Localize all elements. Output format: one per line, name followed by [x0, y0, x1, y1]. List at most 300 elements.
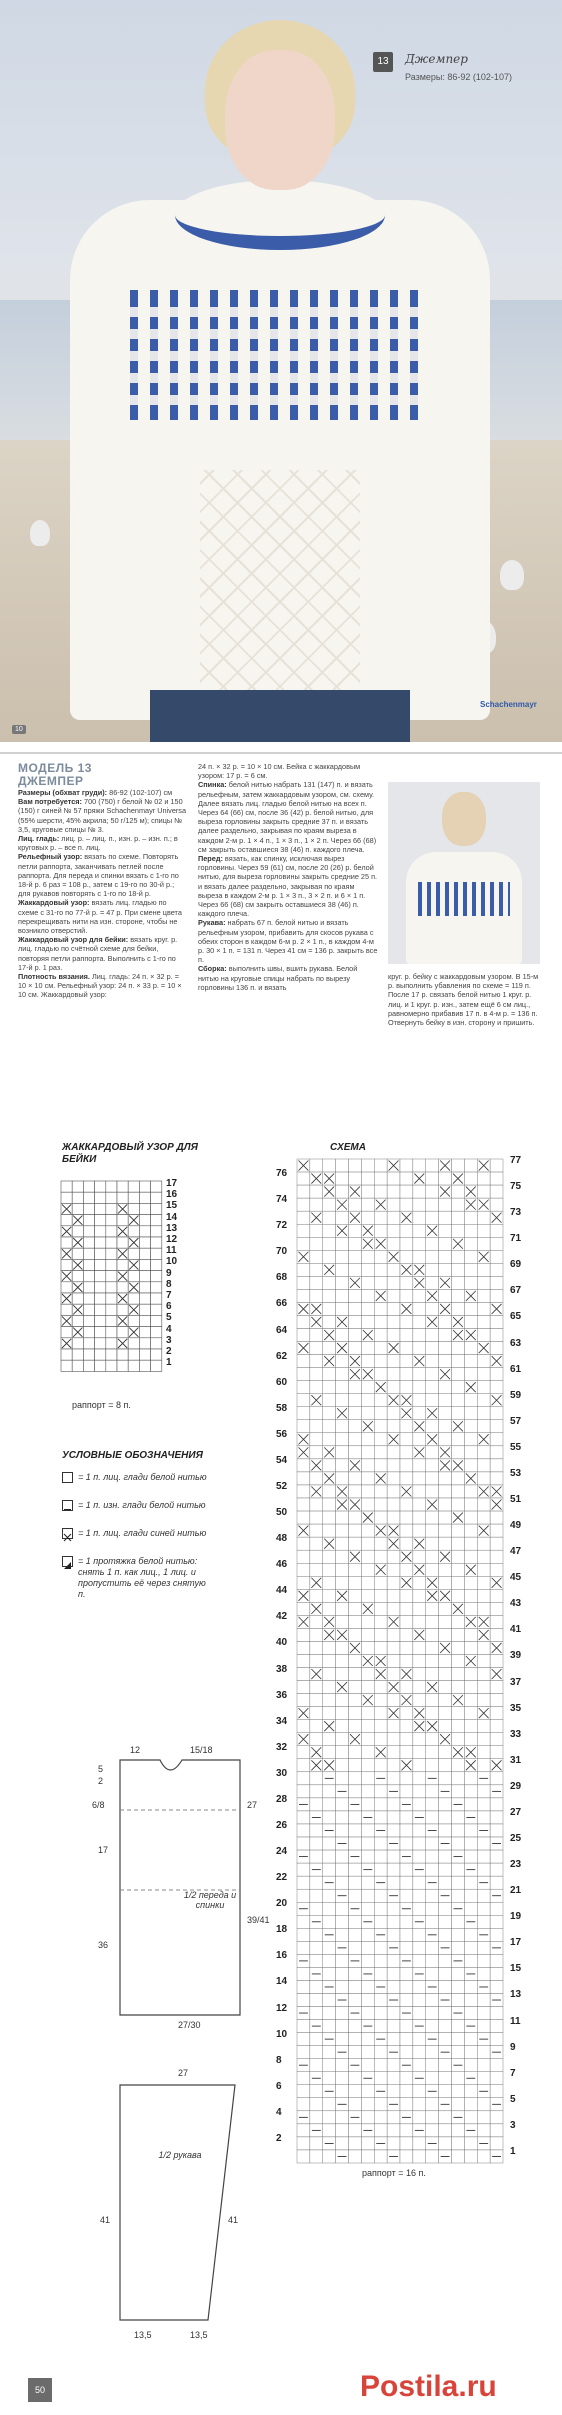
chart-cell — [374, 1915, 387, 1928]
chart-cell — [297, 2020, 310, 2033]
chart-cell — [128, 1203, 139, 1214]
chart-cell — [413, 1654, 426, 1667]
chart-cell — [374, 1394, 387, 1407]
chart-cell — [61, 1192, 72, 1203]
paragraph: Плотность вязания. Лиц. гладь: 24 п. × 32 р. = 10 × 10 см. Рельефный узор: 24 п. × 33 р. = 10 × 10 см. Жаккардовый узор: — [18, 972, 182, 1000]
small-row-label: 1 — [166, 1357, 172, 1369]
chart-cell — [310, 1159, 323, 1172]
chart-cell — [387, 2111, 400, 2124]
small-jacquard-chart — [60, 1180, 180, 1400]
chart-cell — [413, 1785, 426, 1798]
chart-cell — [323, 1211, 336, 1224]
chart-cell — [464, 1641, 477, 1654]
chart-cell — [349, 1889, 362, 1902]
chart-cell — [297, 1576, 310, 1589]
chart-cell — [310, 1850, 323, 1863]
chart-cell — [413, 1485, 426, 1498]
chart-cell — [310, 2111, 323, 2124]
chart-cell — [452, 1446, 465, 1459]
chart-cell — [439, 1524, 452, 1537]
chart-cell — [400, 1707, 413, 1720]
big-row-label-right: 73 — [510, 1207, 522, 1219]
chart-cell — [139, 1338, 150, 1349]
chart-cell — [361, 1720, 374, 1733]
chart-cell — [361, 1641, 374, 1654]
chart-cell — [439, 1342, 452, 1355]
chart-cell — [310, 1589, 323, 1602]
chart-cell — [139, 1237, 150, 1248]
chart-cell — [387, 1289, 400, 1302]
chart-cell — [83, 1282, 94, 1293]
chart-cell — [151, 1181, 162, 1192]
chart-cell — [336, 2085, 349, 2098]
chart-cell — [477, 1211, 490, 1224]
chart-cell — [106, 1304, 117, 1315]
chart-cell — [464, 1250, 477, 1263]
big-row-label-right: 31 — [510, 1754, 522, 1766]
chart-cell — [439, 1902, 452, 1915]
chart-cell — [452, 1342, 465, 1355]
chart-cell — [95, 1215, 106, 1226]
chart-cell — [426, 1915, 439, 1928]
chart-cell — [297, 1967, 310, 1980]
chart-cell — [464, 1798, 477, 1811]
chart-cell — [151, 1215, 162, 1226]
chart-cell — [439, 1224, 452, 1237]
chart-cell — [400, 1720, 413, 1733]
chart-cell — [95, 1203, 106, 1214]
chart-cell — [361, 1433, 374, 1446]
big-row-label-left: 40 — [276, 1637, 288, 1649]
big-row-label-right: 41 — [510, 1624, 522, 1636]
chart-cell — [452, 1785, 465, 1798]
small-row-label: 9 — [166, 1267, 172, 1279]
chart-cell — [464, 1446, 477, 1459]
chart-cell — [323, 1224, 336, 1237]
chart-cell — [361, 1407, 374, 1420]
chart-cell — [426, 1329, 439, 1342]
chart-cell — [439, 1863, 452, 1876]
chart-cell — [477, 1746, 490, 1759]
chart-cell — [297, 1276, 310, 1289]
small-row-label: 12 — [166, 1234, 178, 1245]
big-row-label-left: 70 — [276, 1246, 288, 1258]
chart-cell — [95, 1181, 106, 1192]
chart-cell — [464, 2085, 477, 2098]
chart-cell — [349, 2124, 362, 2137]
chart-cell — [323, 1733, 336, 1746]
big-row-label-left: 44 — [276, 1585, 288, 1597]
chart-cell — [61, 1215, 72, 1226]
chart-cell — [374, 2124, 387, 2137]
chart-cell — [490, 1681, 503, 1694]
chart-cell — [477, 1550, 490, 1563]
chart-cell — [387, 1172, 400, 1185]
chart-cell — [477, 2124, 490, 2137]
chart-cell — [310, 1276, 323, 1289]
chart-cell — [297, 1381, 310, 1394]
chart-cell — [452, 1980, 465, 1993]
chart-cell — [413, 1889, 426, 1902]
sleeve-schematic — [100, 2065, 270, 2335]
chart-cell — [387, 1928, 400, 1941]
chart-cell — [323, 1159, 336, 1172]
chart-cell — [477, 1276, 490, 1289]
small-chart-title: ЖАККАРДОВЫЙ УЗОР ДЛЯ БЕЙКИ — [62, 1142, 198, 1165]
chart-cell — [336, 1355, 349, 1368]
cable-pattern-image — [200, 470, 360, 690]
chart-cell — [349, 1237, 362, 1250]
chart-cell — [413, 2111, 426, 2124]
chart-cell — [374, 1329, 387, 1342]
chart-cell — [297, 1602, 310, 1615]
chart-cell — [439, 1628, 452, 1641]
chart-cell — [374, 1224, 387, 1237]
chart-cell — [477, 1954, 490, 1967]
chart-cell — [151, 1203, 162, 1214]
chart-cell — [151, 1192, 162, 1203]
chart-cell — [439, 1433, 452, 1446]
chart-cell — [400, 1329, 413, 1342]
chart-cell — [361, 1381, 374, 1394]
chart-cell — [297, 1172, 310, 1185]
legend-symbol-slash-icon — [62, 1556, 73, 1567]
chart-cell — [452, 1576, 465, 1589]
chart-cell — [452, 1563, 465, 1576]
chart-cell — [323, 2111, 336, 2124]
chart-cell — [464, 2098, 477, 2111]
chart-cell — [349, 1446, 362, 1459]
chart-cell — [387, 1276, 400, 1289]
chart-cell — [61, 1349, 72, 1360]
chart-cell — [490, 1159, 503, 1172]
chart-cell — [323, 1863, 336, 1876]
chart-cell — [336, 1381, 349, 1394]
chart-cell — [439, 1355, 452, 1368]
chart-cell — [387, 1459, 400, 1472]
big-row-label-left: 20 — [276, 1898, 288, 1910]
chart-cell — [61, 1181, 72, 1192]
chart-cell — [310, 1876, 323, 1889]
chart-cell — [400, 1615, 413, 1628]
chart-cell — [477, 1759, 490, 1772]
chart-cell — [387, 1224, 400, 1237]
chart-cell — [297, 1746, 310, 1759]
big-row-label-left: 48 — [276, 1533, 288, 1545]
chart-cell — [490, 2085, 503, 2098]
chart-cell — [477, 1420, 490, 1433]
chart-cell — [426, 2059, 439, 2072]
chart-cell — [452, 1289, 465, 1302]
big-row-label-right: 65 — [510, 1311, 522, 1323]
chart-cell — [361, 1993, 374, 2006]
chart-cell — [387, 1315, 400, 1328]
chart-cell — [361, 1980, 374, 1993]
chart-cell — [323, 1394, 336, 1407]
chart-cell — [61, 1237, 72, 1248]
chart-cell — [477, 1798, 490, 1811]
chart-cell — [413, 1876, 426, 1889]
chart-cell — [426, 1550, 439, 1563]
chart-cell — [374, 1850, 387, 1863]
chart-cell — [477, 1850, 490, 1863]
chart-cell — [413, 1472, 426, 1485]
chart-cell — [310, 2059, 323, 2072]
chart-cell — [310, 1772, 323, 1785]
chart-cell — [490, 2020, 503, 2033]
chart-cell — [413, 1746, 426, 1759]
chart-cell — [426, 1993, 439, 2006]
chart-cell — [426, 1759, 439, 1772]
chart-cell — [297, 1889, 310, 1902]
chart-cell — [490, 1446, 503, 1459]
chart-cell — [336, 1811, 349, 1824]
chart-cell — [95, 1315, 106, 1326]
chart-cell — [106, 1259, 117, 1270]
chart-cell — [439, 1472, 452, 1485]
chart-cell — [151, 1237, 162, 1248]
chart-cell — [452, 1394, 465, 1407]
chart-cell — [72, 1271, 83, 1282]
chart-cell — [464, 1511, 477, 1524]
chart-cell — [400, 1185, 413, 1198]
chart-cell — [400, 1967, 413, 1980]
big-row-label-left: 10 — [276, 2028, 288, 2040]
chart-cell — [336, 2059, 349, 2072]
chart-cell — [374, 1576, 387, 1589]
chart-cell — [413, 1381, 426, 1394]
chart-cell — [464, 1263, 477, 1276]
chart-cell — [477, 1863, 490, 1876]
chart-cell — [361, 2007, 374, 2020]
chart-cell — [374, 1172, 387, 1185]
chart-cell — [128, 1248, 139, 1259]
chart-cell — [323, 2150, 336, 2163]
chart-cell — [374, 1941, 387, 1954]
chart-cell — [72, 1338, 83, 1349]
chart-cell — [83, 1215, 94, 1226]
chart-cell — [464, 1459, 477, 1472]
chart-cell — [477, 1355, 490, 1368]
small-row-label: 7 — [166, 1290, 172, 1301]
chart-cell — [106, 1360, 117, 1371]
big-row-label-right: 23 — [510, 1859, 522, 1871]
chart-cell — [439, 1329, 452, 1342]
chart-cell — [413, 1902, 426, 1915]
chart-cell — [439, 1759, 452, 1772]
chart-cell — [349, 1772, 362, 1785]
chart-cell — [452, 1824, 465, 1837]
chart-cell — [477, 1237, 490, 1250]
chart-cell — [413, 1342, 426, 1355]
big-row-label-left: 28 — [276, 1793, 288, 1805]
chart-cell — [349, 1746, 362, 1759]
chart-cell — [361, 1576, 374, 1589]
big-row-label-right: 5 — [510, 2093, 516, 2105]
chart-cell — [490, 1550, 503, 1563]
chart-cell — [336, 1707, 349, 1720]
chart-cell — [297, 1720, 310, 1733]
chart-cell — [387, 1550, 400, 1563]
chart-cell — [361, 1785, 374, 1798]
chart-cell — [361, 1733, 374, 1746]
chart-cell — [413, 1459, 426, 1472]
chart-cell — [452, 1433, 465, 1446]
chart-cell — [413, 1928, 426, 1941]
chart-cell — [374, 1602, 387, 1615]
chart-cell — [95, 1271, 106, 1282]
chart-cell — [310, 1420, 323, 1433]
big-row-label-left: 34 — [276, 1715, 288, 1727]
chart-cell — [297, 1315, 310, 1328]
chart-cell — [464, 1954, 477, 1967]
chart-cell — [426, 1485, 439, 1498]
chart-cell — [297, 2137, 310, 2150]
chart-cell — [310, 1720, 323, 1733]
chart-cell — [349, 1263, 362, 1276]
chart-cell — [297, 1641, 310, 1654]
chart-cell — [323, 1237, 336, 1250]
chart-cell — [413, 1329, 426, 1342]
chart-cell — [490, 1928, 503, 1941]
chart-cell — [426, 1602, 439, 1615]
chart-cell — [128, 1181, 139, 1192]
big-chart-title: СХЕМА — [330, 1142, 366, 1153]
chart-cell — [490, 2111, 503, 2124]
chart-cell — [439, 1980, 452, 1993]
chart-cell — [349, 1681, 362, 1694]
chart-cell — [151, 1304, 162, 1315]
chart-cell — [477, 1329, 490, 1342]
chart-cell — [323, 2059, 336, 2072]
chart-cell — [128, 1338, 139, 1349]
chart-cell — [413, 2059, 426, 2072]
chart-cell — [439, 2007, 452, 2020]
chart-cell — [349, 1668, 362, 1681]
chart-cell — [439, 1485, 452, 1498]
chart-cell — [336, 1172, 349, 1185]
big-row-label-right: 17 — [510, 1937, 522, 1949]
chart-cell — [83, 1271, 94, 1282]
chart-cell — [323, 1407, 336, 1420]
chart-cell — [336, 1368, 349, 1381]
chart-cell — [400, 1472, 413, 1485]
chart-cell — [310, 1198, 323, 1211]
big-row-label-right: 55 — [510, 1441, 522, 1453]
chart-cell — [477, 1472, 490, 1485]
big-row-label-right: 57 — [510, 1415, 522, 1427]
chart-cell — [361, 2098, 374, 2111]
chart-cell — [349, 1472, 362, 1485]
chart-cell — [413, 2150, 426, 2163]
big-row-label-right: 33 — [510, 1728, 522, 1740]
chart-cell — [387, 2137, 400, 2150]
paragraph: Лиц. гладь: лиц. р. – лиц. п., изн. р. – изн. п.; в круговых р. – все п. лиц. — [18, 834, 178, 853]
chart-cell — [310, 1954, 323, 1967]
chart-cell — [117, 1259, 128, 1270]
chart-cell — [310, 1993, 323, 2006]
chart-cell — [361, 1824, 374, 1837]
chart-cell — [349, 1250, 362, 1263]
chart-cell — [490, 1407, 503, 1420]
chart-cell — [374, 1420, 387, 1433]
chart-cell — [387, 1472, 400, 1485]
chart-cell — [336, 1850, 349, 1863]
chart-cell — [439, 1720, 452, 1733]
chart-cell — [297, 1368, 310, 1381]
text-column-2 — [198, 762, 378, 992]
chart-cell — [400, 1172, 413, 1185]
big-row-label-right: 47 — [510, 1546, 522, 1558]
chart-cell — [452, 2033, 465, 2046]
chart-cell — [310, 1537, 323, 1550]
sleeve-dim-top: 27 — [178, 2068, 189, 2078]
chart-cell — [413, 1433, 426, 1446]
chart-cell — [374, 1902, 387, 1915]
chart-cell — [439, 1876, 452, 1889]
chart-cell — [310, 1263, 323, 1276]
chart-cell — [387, 1654, 400, 1667]
chart-cell — [426, 1850, 439, 1863]
chart-cell — [297, 1485, 310, 1498]
chart-cell — [400, 1928, 413, 1941]
chart-cell — [400, 1159, 413, 1172]
chart-cell — [336, 2137, 349, 2150]
chart-cell — [464, 1576, 477, 1589]
chart-cell — [452, 1720, 465, 1733]
chart-cell — [439, 1681, 452, 1694]
chart-cell — [297, 1824, 310, 1837]
chart-cell — [83, 1237, 94, 1248]
chart-cell — [310, 1837, 323, 1850]
chart-cell — [452, 1928, 465, 1941]
chart-cell — [490, 1824, 503, 1837]
chart-cell — [374, 1211, 387, 1224]
chart-cell — [490, 2059, 503, 2072]
chart-cell — [426, 2046, 439, 2059]
dim-left-3: 6/8 — [92, 1800, 105, 1810]
chart-cell — [361, 1707, 374, 1720]
chart-cell — [490, 1250, 503, 1263]
chart-cell — [323, 1954, 336, 1967]
paragraph: 24 п. × 32 р. = 10 × 10 см. Бейка с жаккардовым узором: 17 р. = 6 см. — [198, 762, 361, 781]
chart-cell — [387, 1355, 400, 1368]
chart-cell — [139, 1315, 150, 1326]
chart-cell — [426, 1511, 439, 1524]
chart-cell — [464, 2046, 477, 2059]
chart-cell — [310, 1928, 323, 1941]
chart-cell — [374, 1302, 387, 1315]
chart-cell — [297, 2085, 310, 2098]
chart-cell — [439, 1602, 452, 1615]
small-row-label: 14 — [166, 1211, 178, 1223]
chart-cell — [452, 1681, 465, 1694]
chart-cell — [336, 1668, 349, 1681]
chart-cell — [490, 1954, 503, 1967]
chart-cell — [490, 1850, 503, 1863]
chart-cell — [323, 2098, 336, 2111]
chart-cell — [426, 1394, 439, 1407]
chart-cell — [413, 1589, 426, 1602]
big-row-label-left: 12 — [276, 2002, 288, 2014]
brand-logo: Schachenmayr — [480, 700, 537, 709]
chart-cell — [426, 2124, 439, 2137]
chart-cell — [361, 1355, 374, 1368]
chart-cell — [106, 1215, 117, 1226]
chart-cell — [413, 1641, 426, 1654]
chart-cell — [439, 1172, 452, 1185]
chart-cell — [349, 1224, 362, 1237]
